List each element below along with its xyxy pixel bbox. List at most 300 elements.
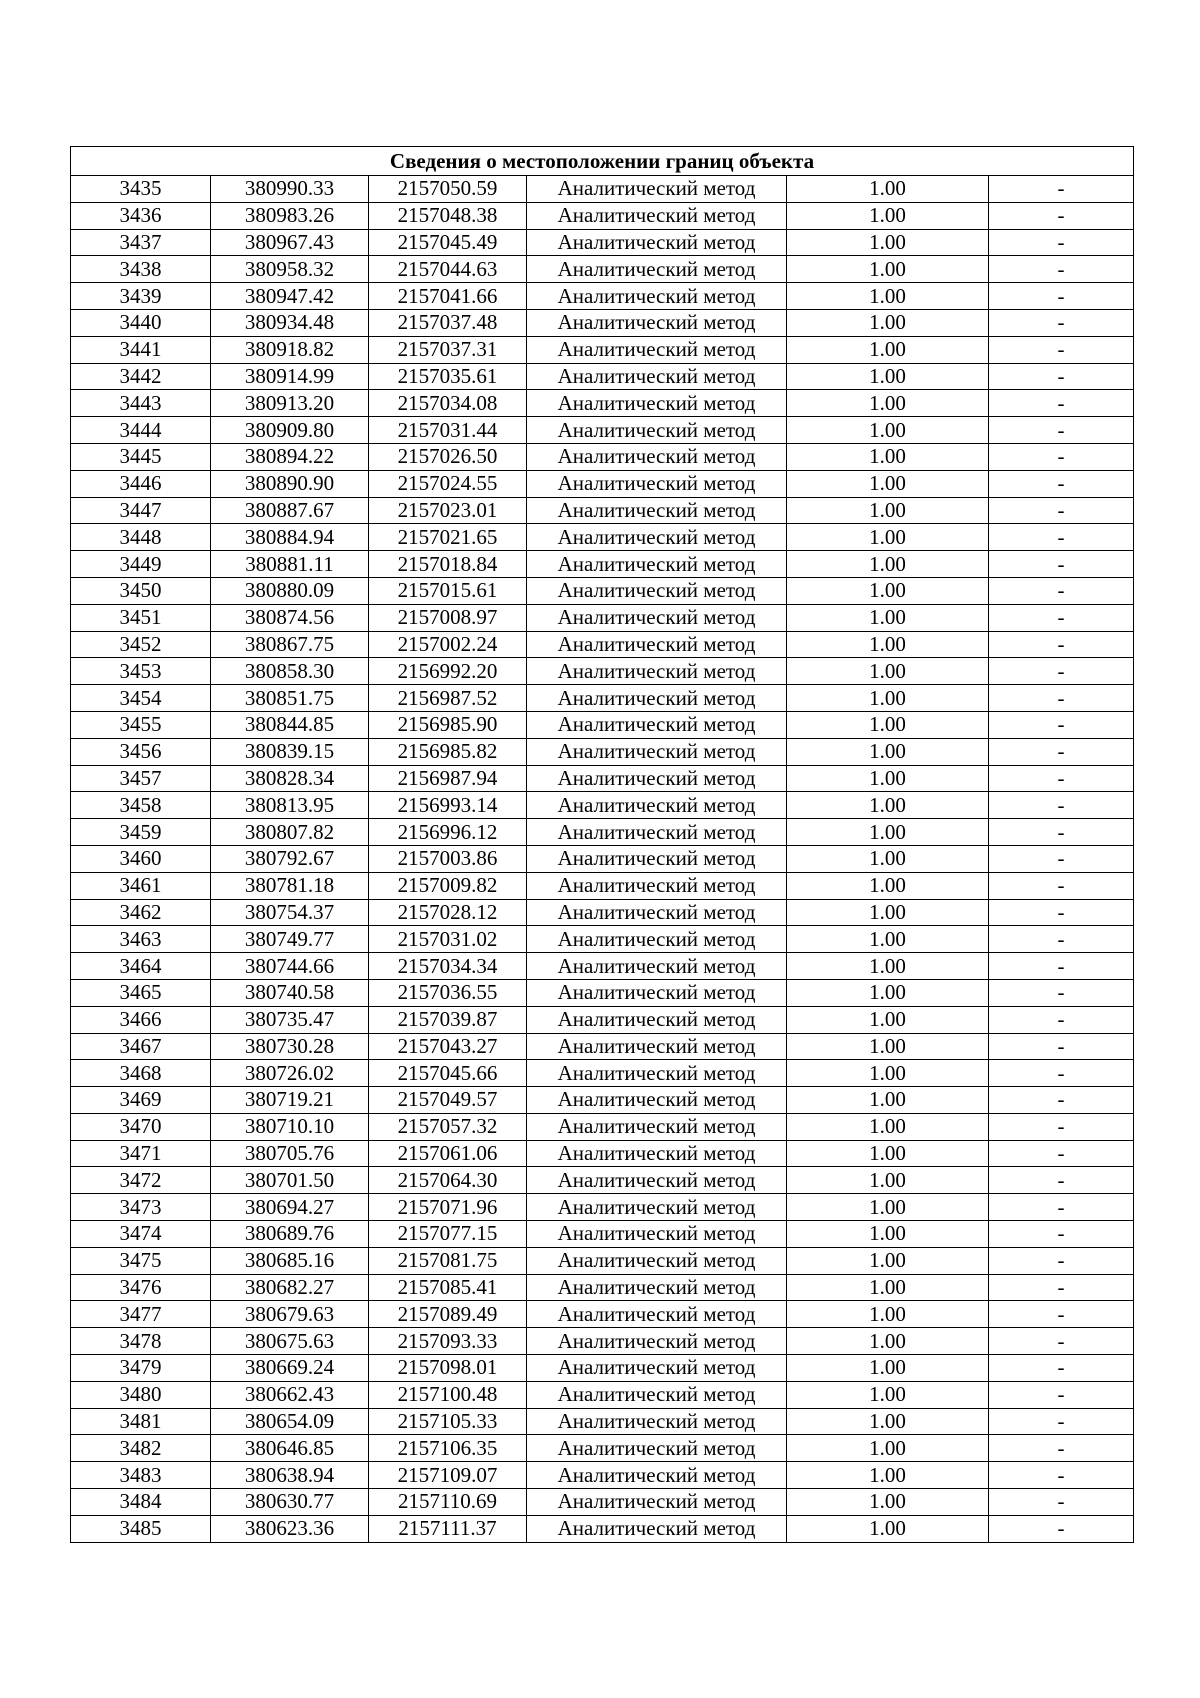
point-number-cell: 3457 (71, 765, 211, 792)
method-cell: Аналитический метод (527, 1140, 787, 1167)
accuracy-cell: 1.00 (787, 256, 989, 283)
accuracy-cell: 1.00 (787, 738, 989, 765)
x-coordinate-cell: 380990.33 (211, 176, 369, 203)
table-row (71, 1033, 1134, 1060)
point-number-cell: 3458 (71, 792, 211, 819)
accuracy-cell: 1.00 (787, 685, 989, 712)
description-cell: - (989, 256, 1134, 283)
x-coordinate-cell: 380669.24 (211, 1355, 369, 1382)
method-cell: Аналитический метод (527, 1247, 787, 1274)
x-coordinate-cell: 380884.94 (211, 524, 369, 551)
method-cell: Аналитический метод (527, 497, 787, 524)
y-coordinate-cell: 2157037.48 (369, 309, 527, 336)
method-cell: Аналитический метод (527, 524, 787, 551)
point-number-cell: 3460 (71, 845, 211, 872)
method-cell: Аналитический метод (527, 1435, 787, 1462)
table-row (71, 604, 1134, 631)
accuracy-cell: 1.00 (787, 1033, 989, 1060)
accuracy-cell: 1.00 (787, 283, 989, 310)
table-row (71, 845, 1134, 872)
table-row (71, 229, 1134, 256)
y-coordinate-cell: 2157045.66 (369, 1060, 527, 1087)
table-row (71, 872, 1134, 899)
method-cell: Аналитический метод (527, 819, 787, 846)
accuracy-cell: 1.00 (787, 1006, 989, 1033)
x-coordinate-cell: 380967.43 (211, 229, 369, 256)
y-coordinate-cell: 2157024.55 (369, 470, 527, 497)
x-coordinate-cell: 380735.47 (211, 1006, 369, 1033)
y-coordinate-cell: 2157041.66 (369, 283, 527, 310)
method-cell: Аналитический метод (527, 1328, 787, 1355)
table-row (71, 819, 1134, 846)
table-row (71, 1515, 1134, 1542)
method-cell: Аналитический метод (527, 176, 787, 203)
accuracy-cell: 1.00 (787, 443, 989, 470)
x-coordinate-cell: 380740.58 (211, 979, 369, 1006)
accuracy-cell: 1.00 (787, 363, 989, 390)
accuracy-cell: 1.00 (787, 417, 989, 444)
method-cell: Аналитический метод (527, 738, 787, 765)
description-cell: - (989, 176, 1134, 203)
description-cell: - (989, 1515, 1134, 1542)
table-row (71, 685, 1134, 712)
x-coordinate-cell: 380844.85 (211, 711, 369, 738)
x-coordinate-cell: 380874.56 (211, 604, 369, 631)
description-cell: - (989, 417, 1134, 444)
method-cell: Аналитический метод (527, 1167, 787, 1194)
point-number-cell: 3462 (71, 899, 211, 926)
accuracy-cell: 1.00 (787, 1435, 989, 1462)
table-row (71, 1435, 1134, 1462)
x-coordinate-cell: 380807.82 (211, 819, 369, 846)
accuracy-cell: 1.00 (787, 1515, 989, 1542)
point-number-cell: 3455 (71, 711, 211, 738)
y-coordinate-cell: 2157048.38 (369, 202, 527, 229)
description-cell: - (989, 926, 1134, 953)
accuracy-cell: 1.00 (787, 604, 989, 631)
table-row (71, 953, 1134, 980)
description-cell: - (989, 1381, 1134, 1408)
x-coordinate-cell: 380694.27 (211, 1194, 369, 1221)
table-row (71, 1489, 1134, 1516)
y-coordinate-cell: 2157009.82 (369, 872, 527, 899)
method-cell: Аналитический метод (527, 1221, 787, 1248)
table-row (71, 631, 1134, 658)
description-cell: - (989, 1328, 1134, 1355)
method-cell: Аналитический метод (527, 1408, 787, 1435)
y-coordinate-cell: 2157111.37 (369, 1515, 527, 1542)
y-coordinate-cell: 2157015.61 (369, 577, 527, 604)
y-coordinate-cell: 2156996.12 (369, 819, 527, 846)
x-coordinate-cell: 380887.67 (211, 497, 369, 524)
y-coordinate-cell: 2157026.50 (369, 443, 527, 470)
y-coordinate-cell: 2157057.32 (369, 1113, 527, 1140)
description-cell: - (989, 1435, 1134, 1462)
x-coordinate-cell: 380890.90 (211, 470, 369, 497)
x-coordinate-cell: 380913.20 (211, 390, 369, 417)
table-row (71, 899, 1134, 926)
description-cell: - (989, 738, 1134, 765)
x-coordinate-cell: 380646.85 (211, 1435, 369, 1462)
x-coordinate-cell: 380754.37 (211, 899, 369, 926)
point-number-cell: 3447 (71, 497, 211, 524)
description-cell: - (989, 336, 1134, 363)
accuracy-cell: 1.00 (787, 819, 989, 846)
point-number-cell: 3438 (71, 256, 211, 283)
table-row (71, 1060, 1134, 1087)
accuracy-cell: 1.00 (787, 711, 989, 738)
point-number-cell: 3441 (71, 336, 211, 363)
point-number-cell: 3475 (71, 1247, 211, 1274)
accuracy-cell: 1.00 (787, 390, 989, 417)
y-coordinate-cell: 2157106.35 (369, 1435, 527, 1462)
method-cell: Аналитический метод (527, 470, 787, 497)
accuracy-cell: 1.00 (787, 1113, 989, 1140)
accuracy-cell: 1.00 (787, 1328, 989, 1355)
x-coordinate-cell: 380654.09 (211, 1408, 369, 1435)
accuracy-cell: 1.00 (787, 1489, 989, 1516)
y-coordinate-cell: 2157008.97 (369, 604, 527, 631)
y-coordinate-cell: 2157085.41 (369, 1274, 527, 1301)
x-coordinate-cell: 380685.16 (211, 1247, 369, 1274)
method-cell: Аналитический метод (527, 872, 787, 899)
point-number-cell: 3471 (71, 1140, 211, 1167)
accuracy-cell: 1.00 (787, 953, 989, 980)
y-coordinate-cell: 2156987.94 (369, 765, 527, 792)
y-coordinate-cell: 2157050.59 (369, 176, 527, 203)
method-cell: Аналитический метод (527, 309, 787, 336)
description-cell: - (989, 283, 1134, 310)
accuracy-cell: 1.00 (787, 497, 989, 524)
table-row (71, 1140, 1134, 1167)
table-title-row (71, 147, 1134, 176)
accuracy-cell: 1.00 (787, 524, 989, 551)
y-coordinate-cell: 2157105.33 (369, 1408, 527, 1435)
description-cell: - (989, 1489, 1134, 1516)
x-coordinate-cell: 380726.02 (211, 1060, 369, 1087)
description-cell: - (989, 845, 1134, 872)
y-coordinate-cell: 2157109.07 (369, 1462, 527, 1489)
table-row (71, 1328, 1134, 1355)
method-cell: Аналитический метод (527, 551, 787, 578)
point-number-cell: 3436 (71, 202, 211, 229)
x-coordinate-cell: 380909.80 (211, 417, 369, 444)
x-coordinate-cell: 380701.50 (211, 1167, 369, 1194)
x-coordinate-cell: 380828.34 (211, 765, 369, 792)
description-cell: - (989, 577, 1134, 604)
table-row (71, 658, 1134, 685)
accuracy-cell: 1.00 (787, 979, 989, 1006)
y-coordinate-cell: 2157045.49 (369, 229, 527, 256)
method-cell: Аналитический метод (527, 336, 787, 363)
y-coordinate-cell: 2157028.12 (369, 899, 527, 926)
y-coordinate-cell: 2157039.87 (369, 1006, 527, 1033)
method-cell: Аналитический метод (527, 443, 787, 470)
y-coordinate-cell: 2157071.96 (369, 1194, 527, 1221)
point-number-cell: 3477 (71, 1301, 211, 1328)
method-cell: Аналитический метод (527, 417, 787, 444)
method-cell: Аналитический метод (527, 256, 787, 283)
accuracy-cell: 1.00 (787, 658, 989, 685)
table-row (71, 1247, 1134, 1274)
x-coordinate-cell: 380705.76 (211, 1140, 369, 1167)
table-row (71, 792, 1134, 819)
point-number-cell: 3443 (71, 390, 211, 417)
point-number-cell: 3453 (71, 658, 211, 685)
method-cell: Аналитический метод (527, 658, 787, 685)
method-cell: Аналитический метод (527, 577, 787, 604)
point-number-cell: 3480 (71, 1381, 211, 1408)
y-coordinate-cell: 2156985.90 (369, 711, 527, 738)
accuracy-cell: 1.00 (787, 765, 989, 792)
y-coordinate-cell: 2157064.30 (369, 1167, 527, 1194)
x-coordinate-cell: 380792.67 (211, 845, 369, 872)
point-number-cell: 3445 (71, 443, 211, 470)
x-coordinate-cell: 380858.30 (211, 658, 369, 685)
x-coordinate-cell: 380623.36 (211, 1515, 369, 1542)
x-coordinate-cell: 380679.63 (211, 1301, 369, 1328)
table-row (71, 363, 1134, 390)
point-number-cell: 3446 (71, 470, 211, 497)
y-coordinate-cell: 2156992.20 (369, 658, 527, 685)
description-cell: - (989, 899, 1134, 926)
description-cell: - (989, 1033, 1134, 1060)
x-coordinate-cell: 380749.77 (211, 926, 369, 953)
x-coordinate-cell: 380744.66 (211, 953, 369, 980)
table-row (71, 256, 1134, 283)
point-number-cell: 3454 (71, 685, 211, 712)
y-coordinate-cell: 2157021.65 (369, 524, 527, 551)
description-cell: - (989, 604, 1134, 631)
table-row (71, 443, 1134, 470)
description-cell: - (989, 1140, 1134, 1167)
table-row (71, 738, 1134, 765)
method-cell: Аналитический метод (527, 202, 787, 229)
description-cell: - (989, 1167, 1134, 1194)
accuracy-cell: 1.00 (787, 1194, 989, 1221)
table-row (71, 1167, 1134, 1194)
description-cell: - (989, 979, 1134, 1006)
description-cell: - (989, 1113, 1134, 1140)
y-coordinate-cell: 2156993.14 (369, 792, 527, 819)
point-number-cell: 3448 (71, 524, 211, 551)
x-coordinate-cell: 380682.27 (211, 1274, 369, 1301)
method-cell: Аналитический метод (527, 926, 787, 953)
x-coordinate-cell: 380983.26 (211, 202, 369, 229)
description-cell: - (989, 685, 1134, 712)
x-coordinate-cell: 380934.48 (211, 309, 369, 336)
table-body (71, 176, 1134, 1543)
description-cell: - (989, 443, 1134, 470)
description-cell: - (989, 524, 1134, 551)
y-coordinate-cell: 2156985.82 (369, 738, 527, 765)
accuracy-cell: 1.00 (787, 336, 989, 363)
accuracy-cell: 1.00 (787, 899, 989, 926)
table-row (71, 979, 1134, 1006)
point-number-cell: 3484 (71, 1489, 211, 1516)
method-cell: Аналитический метод (527, 604, 787, 631)
description-cell: - (989, 1462, 1134, 1489)
table-row (71, 390, 1134, 417)
description-cell: - (989, 1408, 1134, 1435)
x-coordinate-cell: 380675.63 (211, 1328, 369, 1355)
x-coordinate-cell: 380958.32 (211, 256, 369, 283)
description-cell: - (989, 470, 1134, 497)
point-number-cell: 3468 (71, 1060, 211, 1087)
method-cell: Аналитический метод (527, 1381, 787, 1408)
y-coordinate-cell: 2157031.44 (369, 417, 527, 444)
y-coordinate-cell: 2157089.49 (369, 1301, 527, 1328)
y-coordinate-cell: 2157061.06 (369, 1140, 527, 1167)
point-number-cell: 3459 (71, 819, 211, 846)
description-cell: - (989, 309, 1134, 336)
description-cell: - (989, 1006, 1134, 1033)
accuracy-cell: 1.00 (787, 1221, 989, 1248)
description-cell: - (989, 551, 1134, 578)
method-cell: Аналитический метод (527, 1515, 787, 1542)
y-coordinate-cell: 2157034.34 (369, 953, 527, 980)
table-row (71, 926, 1134, 953)
point-number-cell: 3469 (71, 1087, 211, 1114)
y-coordinate-cell: 2157036.55 (369, 979, 527, 1006)
method-cell: Аналитический метод (527, 685, 787, 712)
description-cell: - (989, 631, 1134, 658)
x-coordinate-cell: 380813.95 (211, 792, 369, 819)
table-row (71, 1355, 1134, 1382)
method-cell: Аналитический метод (527, 845, 787, 872)
method-cell: Аналитический метод (527, 1113, 787, 1140)
table-row (71, 309, 1134, 336)
accuracy-cell: 1.00 (787, 872, 989, 899)
method-cell: Аналитический метод (527, 765, 787, 792)
method-cell: Аналитический метод (527, 1087, 787, 1114)
table-row (71, 497, 1134, 524)
method-cell: Аналитический метод (527, 363, 787, 390)
point-number-cell: 3482 (71, 1435, 211, 1462)
x-coordinate-cell: 380689.76 (211, 1221, 369, 1248)
table-row (71, 202, 1134, 229)
method-cell: Аналитический метод (527, 229, 787, 256)
method-cell: Аналитический метод (527, 711, 787, 738)
y-coordinate-cell: 2157049.57 (369, 1087, 527, 1114)
table-row (71, 417, 1134, 444)
table-row (71, 176, 1134, 203)
x-coordinate-cell: 380781.18 (211, 872, 369, 899)
point-number-cell: 3472 (71, 1167, 211, 1194)
x-coordinate-cell: 380630.77 (211, 1489, 369, 1516)
method-cell: Аналитический метод (527, 1194, 787, 1221)
method-cell: Аналитический метод (527, 953, 787, 980)
accuracy-cell: 1.00 (787, 176, 989, 203)
y-coordinate-cell: 2157003.86 (369, 845, 527, 872)
table-row (71, 1462, 1134, 1489)
y-coordinate-cell: 2157035.61 (369, 363, 527, 390)
method-cell: Аналитический метод (527, 792, 787, 819)
x-coordinate-cell: 380914.99 (211, 363, 369, 390)
x-coordinate-cell: 380947.42 (211, 283, 369, 310)
y-coordinate-cell: 2156987.52 (369, 685, 527, 712)
x-coordinate-cell: 380730.28 (211, 1033, 369, 1060)
method-cell: Аналитический метод (527, 979, 787, 1006)
table-row (71, 765, 1134, 792)
point-number-cell: 3452 (71, 631, 211, 658)
point-number-cell: 3476 (71, 1274, 211, 1301)
point-number-cell: 3449 (71, 551, 211, 578)
y-coordinate-cell: 2157023.01 (369, 497, 527, 524)
table-row (71, 336, 1134, 363)
description-cell: - (989, 202, 1134, 229)
y-coordinate-cell: 2157037.31 (369, 336, 527, 363)
point-number-cell: 3467 (71, 1033, 211, 1060)
method-cell: Аналитический метод (527, 1033, 787, 1060)
description-cell: - (989, 658, 1134, 685)
y-coordinate-cell: 2157081.75 (369, 1247, 527, 1274)
accuracy-cell: 1.00 (787, 1462, 989, 1489)
table-row (71, 1006, 1134, 1033)
point-number-cell: 3483 (71, 1462, 211, 1489)
point-number-cell: 3464 (71, 953, 211, 980)
accuracy-cell: 1.00 (787, 551, 989, 578)
accuracy-cell: 1.00 (787, 470, 989, 497)
description-cell: - (989, 1274, 1134, 1301)
x-coordinate-cell: 380918.82 (211, 336, 369, 363)
boundary-coordinates-table (70, 146, 1134, 1543)
point-number-cell: 3465 (71, 979, 211, 1006)
x-coordinate-cell: 380638.94 (211, 1462, 369, 1489)
table-row (71, 283, 1134, 310)
method-cell: Аналитический метод (527, 390, 787, 417)
x-coordinate-cell: 380710.10 (211, 1113, 369, 1140)
point-number-cell: 3439 (71, 283, 211, 310)
method-cell: Аналитический метод (527, 899, 787, 926)
description-cell: - (989, 1355, 1134, 1382)
y-coordinate-cell: 2157018.84 (369, 551, 527, 578)
description-cell: - (989, 819, 1134, 846)
x-coordinate-cell: 380894.22 (211, 443, 369, 470)
method-cell: Аналитический метод (527, 631, 787, 658)
accuracy-cell: 1.00 (787, 229, 989, 256)
point-number-cell: 3444 (71, 417, 211, 444)
x-coordinate-cell: 380880.09 (211, 577, 369, 604)
method-cell: Аналитический метод (527, 1489, 787, 1516)
description-cell: - (989, 1247, 1134, 1274)
table-row (71, 524, 1134, 551)
table-row (71, 1274, 1134, 1301)
description-cell: - (989, 711, 1134, 738)
description-cell: - (989, 792, 1134, 819)
point-number-cell: 3470 (71, 1113, 211, 1140)
x-coordinate-cell: 380867.75 (211, 631, 369, 658)
method-cell: Аналитический метод (527, 1301, 787, 1328)
point-number-cell: 3437 (71, 229, 211, 256)
point-number-cell: 3435 (71, 176, 211, 203)
accuracy-cell: 1.00 (787, 1355, 989, 1382)
y-coordinate-cell: 2157043.27 (369, 1033, 527, 1060)
x-coordinate-cell: 380839.15 (211, 738, 369, 765)
accuracy-cell: 1.00 (787, 926, 989, 953)
x-coordinate-cell: 380851.75 (211, 685, 369, 712)
y-coordinate-cell: 2157031.02 (369, 926, 527, 953)
table-row (71, 1301, 1134, 1328)
table-row (71, 551, 1134, 578)
method-cell: Аналитический метод (527, 1355, 787, 1382)
table-row (71, 1221, 1134, 1248)
description-cell: - (989, 229, 1134, 256)
y-coordinate-cell: 2157044.63 (369, 256, 527, 283)
table-row (71, 1113, 1134, 1140)
point-number-cell: 3440 (71, 309, 211, 336)
point-number-cell: 3479 (71, 1355, 211, 1382)
